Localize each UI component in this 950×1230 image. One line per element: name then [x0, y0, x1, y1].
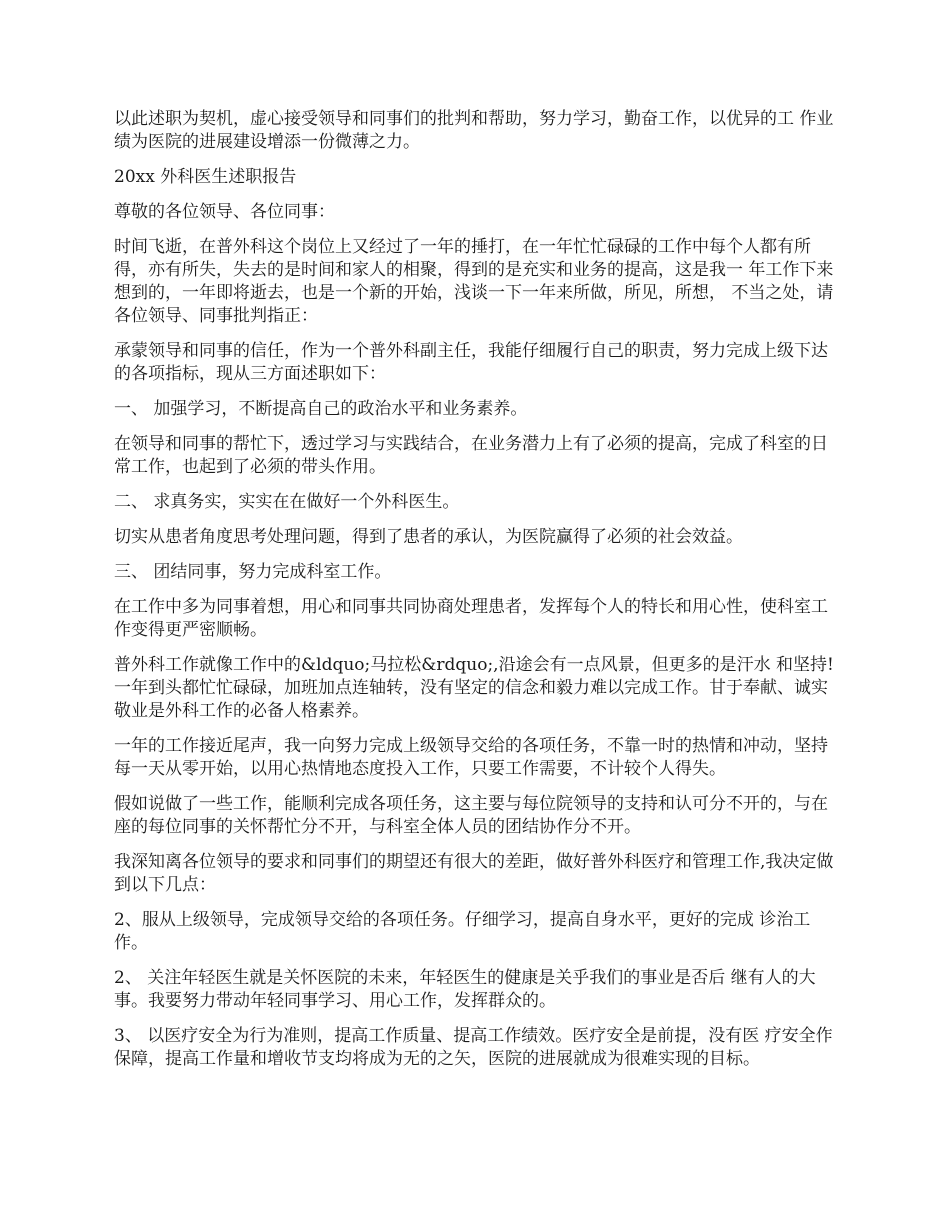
- plan-item-1: 2、服从上级领导，完成领导交给的各项任务。仔细学习，提高自身水平，更好的完成 诊治工作。: [114, 910, 811, 953]
- salutation: 尊敬的各位领导、各位同事：: [114, 202, 335, 222]
- paragraph-section-1: 在领导和同事的帮忙下，透过学习与实践结合，在业务潜力上有了必须的提高，完成了科室的日常工作，也起到了必须的带头作用。: [114, 434, 828, 477]
- paragraph-thanks: 假如说做了一些工作，能顺利完成各项任务，这主要与每位院领导的支持和认可分不开的，与在座的每位同事的关怀帮忙分不开，与科室全体人员的团结协作分不开。: [114, 794, 828, 837]
- paragraph-intro: 时间飞逝，在普外科这个岗位上又经过了一年的捶打，在一年忙忙碌碌的工作中每个人都有所得，亦有所失，失去的是时间和家人的相聚，得到的是充实和业务的提高，这是我一 年工作下来想到的，一年即将逝去，也是一个新的开始，浅谈一下一年来所做，所见，所想， 不当之处，请各位领导、同事批判指正：: [114, 237, 834, 326]
- paragraph-overview: 承蒙领导和同事的信任，作为一个普外科副主任，我能仔细履行自己的职责，努力完成上级下达的各项指标，现从三方面述职如下：: [114, 341, 828, 384]
- document-body: [114, 108, 844, 1083]
- section-heading-2: 二、 求真务实，实实在在做好一个外科医生。: [114, 492, 460, 512]
- plan-item-3: 3、 以医疗安全为行为准则，提高工作质量、提高工作绩效。医疗安全是前提，没有医 疗安全作保障，提高工作量和增收节支均将成为无的之矢，医院的进展就成为很难实现的目标。: [114, 1026, 833, 1069]
- paragraph-plans-intro: 我深知离各位领导的要求和同事们的期望还有很大的差距，做好普外科医疗和管理工作,我决定做到以下几点：: [114, 852, 834, 895]
- section-heading-3: 三、 团结同事，努力完成科室工作。: [114, 562, 392, 582]
- paragraph-year-end: 一年的工作接近尾声，我一向努力完成上级领导交给的各项任务，不靠一时的热情和冲动，坚持每一天从零开始，以用心热情地态度投入工作，只要工作需要，不计较个人得失。: [114, 736, 828, 779]
- paragraph-section-2: 切实从患者角度思考处理问题，得到了患者的承认，为医院赢得了必须的社会效益。: [114, 527, 743, 547]
- paragraph-section-3: 在工作中多为同事着想，用心和同事共同协商处理患者，发挥每个人的特长和用心性，使科室工作变得更严密顺畅。: [114, 597, 828, 640]
- plan-item-2: 2、 关注年轻医生就是关怀医院的未来，年轻医生的健康是关乎我们的事业是否后 继有人的大事。我要努力带动年轻同事学习、用心工作，发挥群众的。: [114, 968, 816, 1011]
- paragraph-closing-statement: 以此述职为契机，虚心接受领导和同事们的批判和帮助，努力学习，勤奋工作，以优异的工 作业绩为医院的进展建设增添一份微薄之力。: [114, 109, 834, 152]
- report-title: 20xx 外科医生述职报告: [114, 167, 297, 187]
- paragraph-marathon: 普外科工作就像工作中的&ldquo;马拉松&rdquo;,沿途会有一点风景，但更多的是汗水 和坚持!一年到头都忙忙碌碌，加班加点连轴转，没有坚定的信念和毅力难以完成工作。甘于奉献、诚实敬业是外科工作的必备人格素养。: [114, 655, 834, 721]
- section-heading-1: 一、 加强学习，不断提高自己的政治水平和业务素养。: [114, 399, 528, 419]
